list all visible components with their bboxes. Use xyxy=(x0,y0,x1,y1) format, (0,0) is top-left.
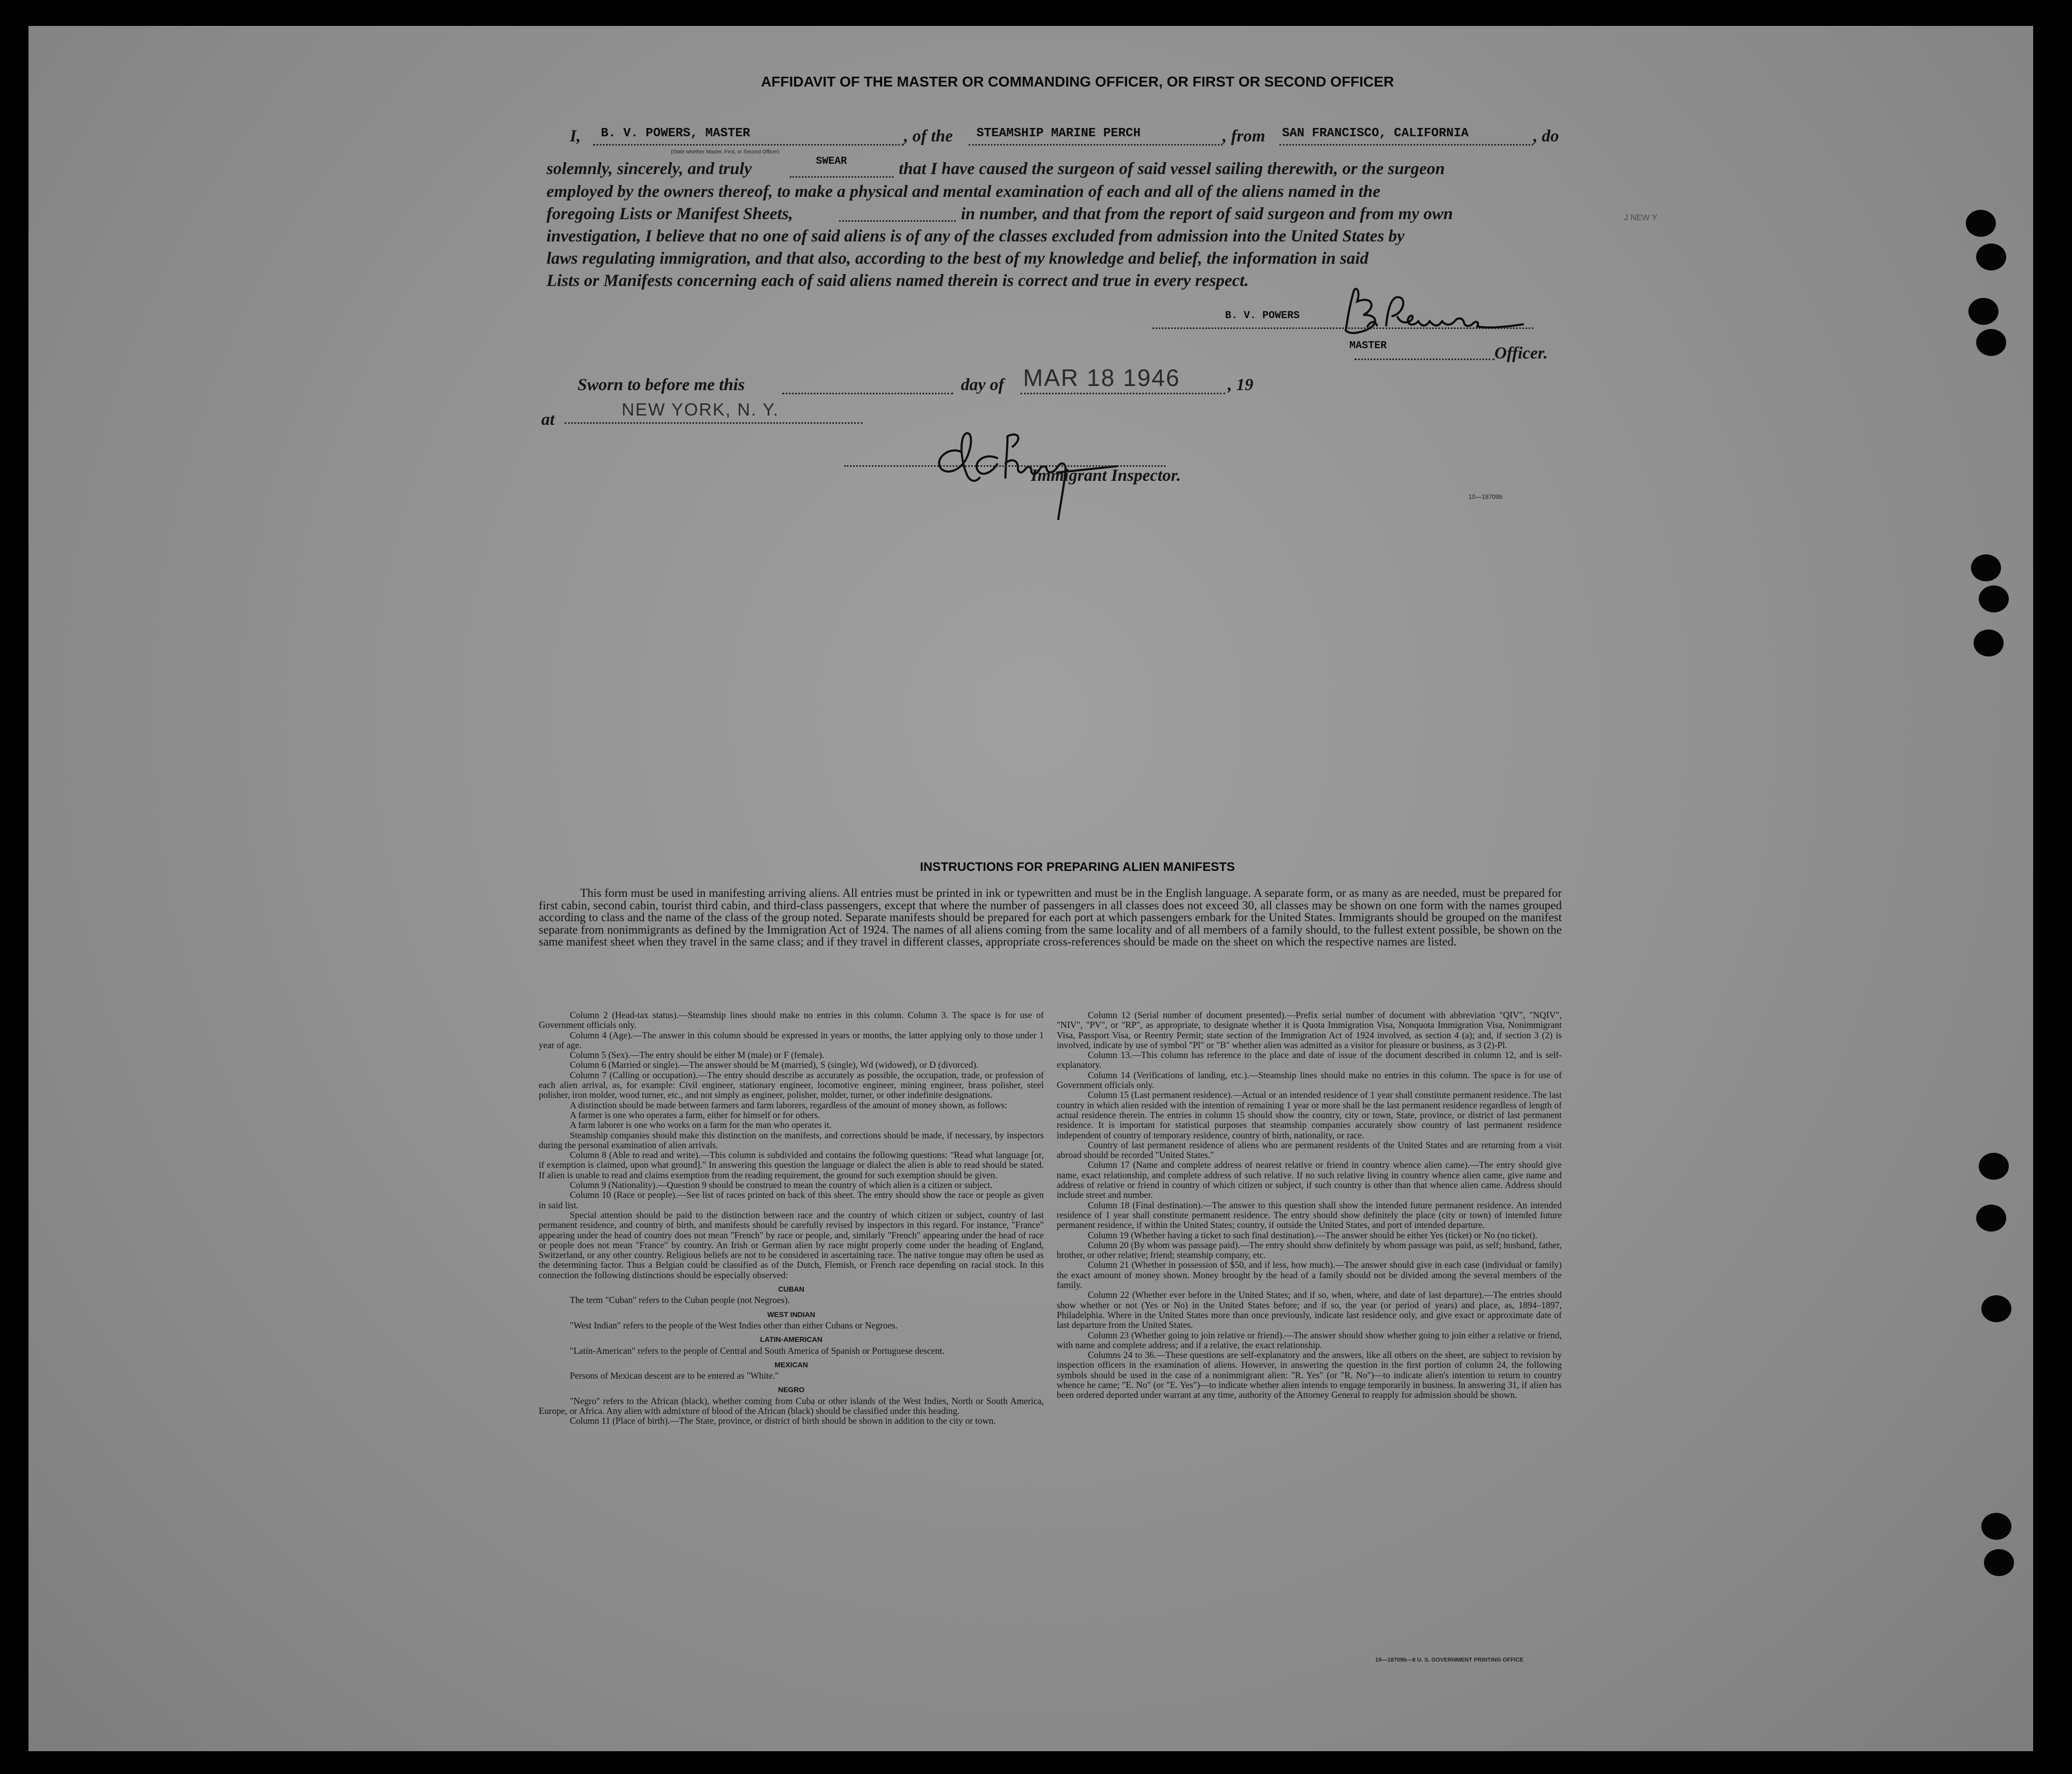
affidavit-line-6: laws regulating immigration, and that also, according to the best of my knowledge and belief, the information in said xyxy=(546,249,1369,268)
instructions-intro xyxy=(539,887,1562,948)
instructions-left-column xyxy=(539,1010,1044,1426)
col-5-para: Column 5 (Sex).—The entry should be either M (male) or F (female). xyxy=(570,1050,825,1061)
margin-mark: J NEW Y xyxy=(1624,213,1658,222)
affidavit-title: AFFIDAVIT OF THE MASTER OR COMMANDING OFFICER, OR FIRST OR SECOND OFFICER xyxy=(760,74,1394,90)
vessel-line xyxy=(969,144,1222,146)
officer-title-line xyxy=(1355,359,1494,360)
printing-office-footer: 10—18709b—8 U. S. GOVERNMENT PRINTING OFFICE xyxy=(1375,1657,1524,1663)
col-21-para: Column 21 (Whether in possession of $50, and if less, how much).—The answer should give in each case (individual or family) the exact amount of money shown. Money brought by the head of a family should not be divided among the several members of the family. xyxy=(1057,1260,1562,1291)
col-14-para: Column 14 (Verifications of landing, etc.).—Steamship lines should make no entries in this column. The space is for use of Government officials only. xyxy=(1057,1069,1562,1091)
master-typed-name: B. V. POWERS xyxy=(1225,310,1300,322)
col-2-para: Column 2 (Head-tax status).—Steamship lines should make no entries in this column. Column 3. The space is for use of Government officials only. xyxy=(539,1010,1044,1031)
cuban-text: The term "Cuban" refers to the Cuban people (not Negroes). xyxy=(570,1295,790,1306)
do-label: , do xyxy=(1533,127,1559,146)
date-line xyxy=(1020,393,1225,394)
port-line xyxy=(1279,144,1533,146)
binder-hole xyxy=(1984,1549,2014,1576)
swear-line xyxy=(790,176,894,178)
col-13-para: Column 13.—This column has reference to the place and date of issue of the document described in column 12, and is self-explanatory. xyxy=(1057,1050,1562,1070)
solemnly-text: solemnly, sincerely, and truly xyxy=(546,160,752,178)
col-23-para: Column 23 (Whether going to join relative or friend).—The answer should show whether going to join either a relative or friend, with name and complete address; and if a relative, the exact relationship. xyxy=(1057,1329,1562,1350)
col-10-para: Column 10 (Race or people).—See list of races printed on back of this sheet. The entry should show the race or people as given in said list. xyxy=(539,1190,1044,1210)
col-7-para: Column 7 (Calling or occupation).—The entry should describe as accurately as possible, the occupation, trade, or profession of each alien arrival, as, for example: Civil engineer, stationary engineer, locomotive engineer, mining engineer, brass polisher, steel polisher, iron molder, wood turner, etc., and not simply as engineer, polisher, molder, turner, or other indefinite designations. xyxy=(539,1069,1044,1100)
affidavit-line-4b: in number, and that from the report of said surgeon and from my own xyxy=(961,205,1453,223)
binder-hole xyxy=(1981,1295,2011,1322)
negro-text: "Negro" refers to the African (black), whether coming from Cuba or other islands of the West Indies, North or South America, Europe, or Africa. Any alien with admixture of blood of the African (black) should be classified under this heading. xyxy=(539,1395,1044,1416)
place-line xyxy=(565,422,862,424)
sworn-label: Sworn to before me this xyxy=(578,376,745,394)
col-18-para: Column 18 (Final destination).—The answer to this question shall show the intended future permanent residence. An intended residence of 1 year shall constitute permanent residence. The entry should show definitely the place (city or town) of intended future permanent residence, if within the United States; country, if outside the United States, and port of intended departure. xyxy=(1057,1199,1562,1231)
race-attention-para: Special attention should be paid to the distinction between race and the country of which citizen or subject, country of last permanent residence, and country of birth, and manifests should be carefully revised by inspectors in this regard. For instance, "France" appearing under the head of country does not mean "French" by race or people, and, similarly "French" appearing under the head of race or people does not mean "France" by country. An Irish or German alien by race might properly come under the heading of England, Switzerland, or any other country. Religious beliefs are not to be considered in ascertaining race. The native tongue may often be used as the determining factor. Thus a Belgian could be classified as of the Dutch, Flemish, or French race depending on racial stock. In this connection the following distinctions should be especially observed: xyxy=(539,1209,1044,1280)
swear-field: SWEAR xyxy=(816,155,847,167)
affidavit-line-2: that I have caused the surgeon of said vessel sailing therewith, or the surgeon xyxy=(899,160,1445,178)
master-name-field: B. V. POWERS, MASTER xyxy=(601,126,751,140)
master-signature xyxy=(1336,285,1533,342)
affidavit-line-7: Lists or Manifests concerning each of said aliens named therein is correct and true in every respect. xyxy=(546,271,1249,290)
col-20-para: Column 20 (By whom was passage paid).—The entry should show definitely by whom passage was paid, as self; husband, father, brother, or other relative; friend; steamship company, etc. xyxy=(1057,1239,1562,1261)
place-stamp: NEW YORK, N. Y. xyxy=(622,400,779,420)
binder-hole xyxy=(1981,1513,2011,1540)
port-field: SAN FRANCISCO, CALIFORNIA xyxy=(1282,126,1469,140)
col-12-para: Column 12 (Serial number of document presented).—Prefix serial number of document with abbreviation "QIV", "NQIV", "NIV", "PV", or "RP", as appropriate, to designate whether it is Quota Immigration Visa, Nonquota Immigration Visa, Nonimmigrant Visa, Passport Visa, or Reentry Permit; state section of the Immigration Act of 1924 involved, as section 4 (a); and, if section 3 (2) is involved, indicate by use of symbol "Pl" or "B" whether alien was admitted as a visitor for pleasure or business, as 3 (2)-Pl. xyxy=(1057,1010,1562,1050)
vessel-name-field: STEAMSHIP MARINE PERCH xyxy=(976,126,1141,140)
col-22-para: Column 22 (Whether ever before in the United States; and if so, when, where, and date of last departure).—The entries should show whether or not (Yes or No) in the United States before; and if so, the year (or period of years) and place, as, 1894–1897, Philadelphia. Where in the United States more than once previously, indicate last residence only, and give exact or approximate date of last departure from the United States. xyxy=(1057,1290,1562,1330)
instructions-title: INSTRUCTIONS FOR PREPARING ALIEN MANIFESTS xyxy=(919,860,1235,874)
i-label: I, xyxy=(570,127,581,146)
binder-hole xyxy=(1974,630,2004,656)
name-line xyxy=(593,144,904,146)
state-note: (State whether Master, First, or Second Officer) xyxy=(671,149,780,155)
binder-hole xyxy=(1971,554,2001,581)
negro-heading: NEGRO xyxy=(778,1385,805,1394)
day-of-label: day of xyxy=(961,376,1004,394)
intro-text: This form must be used in manifesting arriving aliens. All entries must be printed in ink or typewritten and must be in the English language. A separate form, or as many as are needed, must be prepared for first cabin, second cabin, tourist third cabin, and third-class passengers, except that where the number of passengers in all classes does not exceed 30, all classes may be shown on one form with the names grouped according to class and the name of the class of the group noted. Separate manifests should be prepared for each port at which passengers embark for the United States. Immigrants should be grouped on the manifest separate from nonimmigrants as defined by the Immigration Act of 1924. The names of all aliens coming from the same locality and of all members of a family should, to the fullest extent possible, be shown on the same manifest sheet when they travel in the same class; and if they travel in different classes, appropriate cross-references should be made on the sheet on which the respective names are listed. xyxy=(539,886,1562,948)
west-indian-heading: WEST INDIAN xyxy=(767,1310,815,1319)
mexican-text: Persons of Mexican descent are to be entered as "White." xyxy=(570,1370,779,1381)
affidavit-line-5: investigation, I believe that no one of said aliens is of any of the classes excluded from admission into the United States by xyxy=(546,227,1405,246)
col-4-para: Column 4 (Age).—The answer in this column should be expressed in years or months, the latter applying only to those under 1 year of age. xyxy=(539,1029,1044,1050)
binder-hole xyxy=(1979,585,2009,612)
form-number: 10—18709b xyxy=(1469,493,1503,500)
at-label: at xyxy=(541,410,555,429)
col-17-para: Column 17 (Name and complete address of nearest relative or friend in country whence alien came).—The entry should give name, exact relationship, and complete address of such relative. If no such relative living in country whence alien came, give name and address of relative or friend in country of which citizen or subject, if such country is other than that whence alien came. Address should include street and number. xyxy=(1057,1160,1562,1200)
farm-distinction-para: A distinction should be made between farmers and farm laborers, regardless of the amount of money shown, as follows: xyxy=(570,1099,1008,1110)
binder-hole xyxy=(1976,1205,2006,1232)
nineteen-label: , 19 xyxy=(1228,376,1254,394)
cuban-heading: CUBAN xyxy=(778,1285,804,1294)
number-line xyxy=(839,220,956,222)
binder-hole xyxy=(1976,244,2006,270)
col-8-para: Column 8 (Able to read and write).—This column is subdivided and contains the following questions: "Read what language [or, if exemption is claimed, upon what ground]." In answering this question the language or dialect the alien is able to read should be stated. If alien is unable to read and claims exemption from the reading requirement, the ground for such exemption should be given. xyxy=(539,1150,1044,1180)
inspector-label: Immigrant Inspector. xyxy=(1031,466,1181,485)
col-6-para: Column 6 (Married or single).—The answer should be M (married), S (single), Wd (widowed), or D (divorced). xyxy=(570,1060,979,1070)
col-19-para: Column 19 (Whether having a ticket to such final destination).—The answer should be either Yes (ticket) or No (no ticket). xyxy=(1088,1229,1537,1240)
affidavit-line-4a: foregoing Lists or Manifest Sheets, xyxy=(546,205,793,223)
from-label: , from xyxy=(1222,127,1265,146)
farmer-para: A farmer is one who operates a farm, either for himself or for others. xyxy=(570,1109,821,1120)
date-stamp: MAR 18 1946 xyxy=(1023,364,1181,391)
farm-laborer-para: A farm laborer is one who works on a farm for the man who operates it. xyxy=(570,1120,832,1131)
binder-hole xyxy=(1976,329,2006,356)
binder-hole xyxy=(1966,210,1996,237)
of-the-label: , of the xyxy=(904,127,953,146)
col-15-para: Column 15 (Last permanent residence).—Actual or an intended residence of 1 year shall constitute permanent residence. The last country in which alien resided with the intention of remaining 1 year or more shall be the last permanent residence regardless of length of actual residence therein. The entries in column 15 should show the country, city or town, State, province, or district of last permanent residence. It is important for statistical purposes that steamship companies accurately show country of last permanent residence independent of country of temporary residence, country of birth, nationality, or race. xyxy=(1057,1090,1562,1140)
us-residence-para: Country of last permanent residence of aliens who are permanent residents of the United States and are returning from a visit abroad should be recorded "United States." xyxy=(1057,1139,1562,1161)
col-9-para: Column 9 (Nationality).—Question 9 should be construed to mean the country of which alien is a citizen or subject. xyxy=(570,1180,992,1191)
manifest-sheet xyxy=(28,26,2033,1751)
latin-american-heading: LATIN-AMERICAN xyxy=(760,1335,823,1344)
officer-label: Officer. xyxy=(1494,344,1548,363)
west-indian-text: "West Indian" refers to the people of the West Indies other than either Cubans or Negroes. xyxy=(570,1320,898,1330)
instructions-right-column xyxy=(1057,1010,1562,1400)
latin-american-text: "Latin-American" refers to the people of Central and South America of Spanish or Portuguese descent. xyxy=(570,1345,945,1356)
affidavit-line-3: employed by the owners thereof, to make a physical and mental examination of each and all of the aliens named in the xyxy=(546,182,1380,201)
binder-hole xyxy=(1979,1153,2009,1180)
binder-hole xyxy=(1968,298,1998,325)
mexican-heading: MEXICAN xyxy=(774,1360,808,1369)
col-24-36-para: Columns 24 to 36.—These questions are self-explanatory and the answers, like all others on the sheet, are subject to revision by inspection officers in the examination of aliens. However, in answering the question in the first portion of column 24, the following symbols should be used in the case of a nonimmigrant alien: "R. Yes" (or "R. No")—to indicate alien's intention to return to country whence he came; "E. No" (or "E. Yes")—to indicate whether alien intends to engage temporarily in business. In answering 31, if alien has been ordered deported under warrant at any time, authority of the Attorney General to reapply for admission should be shown. xyxy=(1057,1350,1562,1400)
officer-title-field: MASTER xyxy=(1349,340,1387,352)
steamship-para: Steamship companies should make this distinction on the manifests, and corrections should be made, if necessary, by inspectors during the personal examination of alien arrivals. xyxy=(539,1129,1044,1150)
day-line xyxy=(782,393,953,394)
col-11-para: Column 11 (Place of birth).—The State, province, or district of birth should be shown in addition to the city or town. xyxy=(570,1415,996,1426)
